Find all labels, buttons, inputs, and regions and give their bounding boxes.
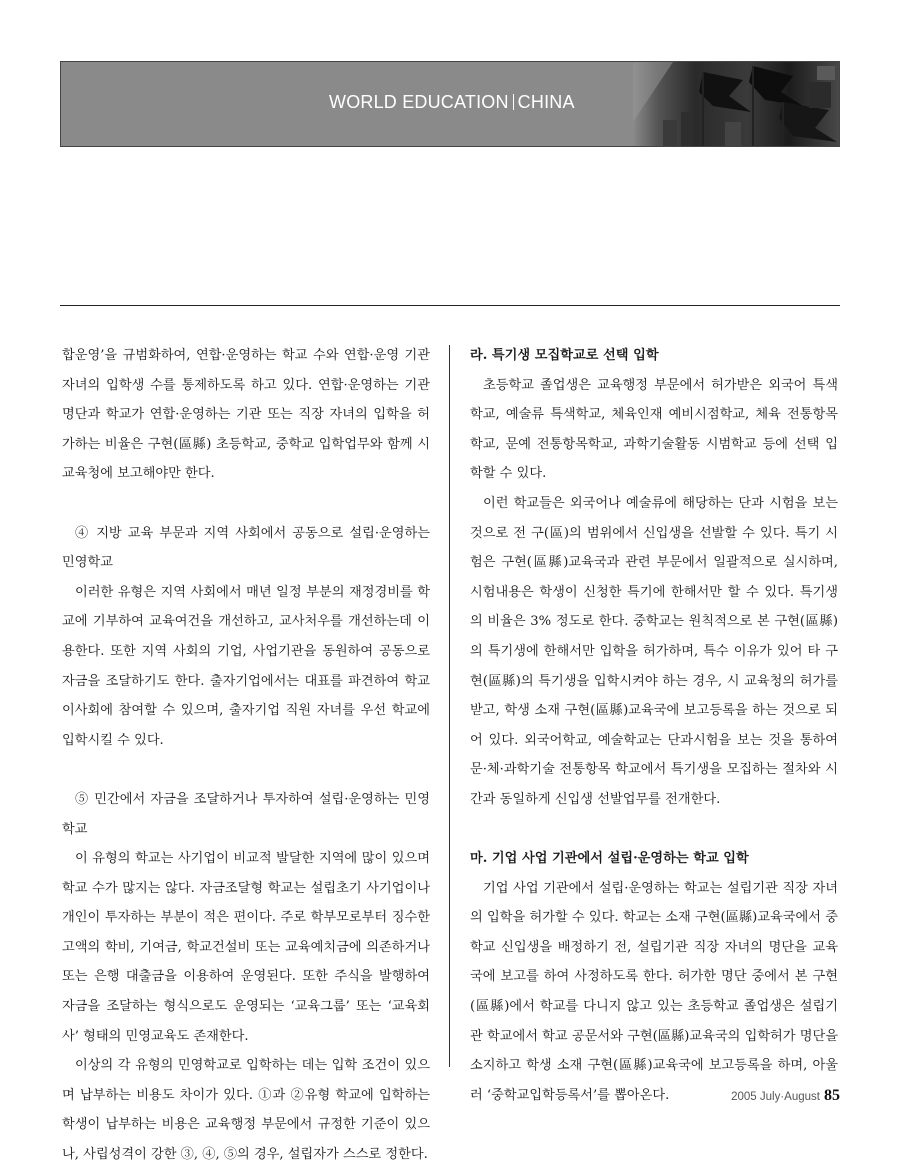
header-photo [633, 62, 840, 147]
section-title [329, 92, 575, 113]
title-separator [513, 94, 514, 110]
paragraph-ra-2: 이런 학교들은 외국어나 예술류에 해당하는 단과 시험을 보는 것으로 전 구(區)의 범위에서 신입생을 선발할 수 있다. 특기 시험은 구현(區縣)교육국과 관련 부문에서 일괄적으로 실시하며, 시험내용은 학생이 신청한 특기에 한해서만 할 수 있다. 특기생의 비율은 3% 정도로 한다. 중학교는 원칙적으로 본 구현(區縣)의 특기생에 한해서만 입학을 허가하며, 특수 이유가 있어 타 구현(區縣)의 특기생을 입학시켜야 하는 경우, 시 교육청의 허가를 받고, 학생 소재 구현(區縣)교육국에 보고등록을 하는 것으로 되어 있다. 외국어학교, 예술학교는 단과시험을 보는 것을 통하여 문·체·과학기술 전통항목 학교에서 특기생을 모집하는 절차와 시간과 동일하게 신입생 선발업무를 전개한다. [470, 495, 838, 807]
issue-date: 2005 July·August [731, 1091, 820, 1103]
page-footer [731, 1087, 840, 1105]
heading-ma: 마. 기업 사업 기관에서 설립·운영하는 학교 입학 [470, 851, 749, 867]
page-number: 85 [824, 1087, 840, 1104]
paragraph-ra-1: 초등학교 졸업생은 교육행정 부문에서 허가받은 외국어 특색학교, 예술류 특색학교, 체육인재 예비시점학교, 체육 전통항목학교, 문예 전통항목학교, 과학기술활동 시범학교 등에 선택 입학할 수 있다. [470, 377, 838, 482]
heading-ra: 라. 특기생 모집학교로 선택 입학 [470, 348, 659, 363]
paragraph-ma: 기업 사업 기관에서 설립·운영하는 학교는 설립기관 직장 자녀의 입학을 허가할 수 있다. 학교는 소재 구현(區縣)교육국에서 중학교 신입생을 배정하기 전, 설립기관 직장 자녀의 명단을 교육국에 보고를 하여 사정하도록 한다. 허가한 명단 중에서 본 구현(區縣)에서 학교를 다니지 않고 있는 초등학교 졸업생은 설립기관 학교에서 학교 공문서와 구현(區縣)교육국의 입학허가 명단을 소지하고 학생 소재 구현(區縣)교육국에 보고등록을 하며, 아울러 ‘중학교입학등록서’를 뽑아온다. [470, 880, 838, 1103]
right-column [470, 341, 838, 1110]
paragraph-fees: 이상의 각 유형의 민영학교로 입학하는 데는 입학 조건이 있으며 납부하는 비용도 차이가 있다. ①과 ②유형 학교에 입학하는 학생이 납부하는 비용은 교육행정 부문에서 규정한 기준이 있으나, 사립성격이 강한 ③, ④, ⑤의 경우, 설립자가 스스로 정한다. [62, 1058, 430, 1163]
section-title-main: WORLD EDUCATION [329, 92, 509, 112]
section-title-country: CHINA [517, 92, 575, 112]
subheading-type-4: ④ 지방 교육 부문과 지역 사회에서 공동으로 설립·운영하는 민영학교 [62, 525, 430, 571]
header-banner [60, 61, 840, 147]
column-divider [449, 345, 450, 1067]
paragraph-type-4: 이러한 유형은 지역 사회에서 매년 일정 부분의 재정경비를 학교에 기부하여 교육여건을 개선하고, 교사처우를 개선하는데 이용한다. 또한 지역 사회의 기업, 사업기관을 동원하여 공동으로 자금을 조달하기도 한다. 출자기업에서는 대표를 파견하여 학교 이사회에 참여할 수 있으며, 출자기업 직원 자녀를 우선 학교에 입학시킬 수 있다. [62, 584, 430, 748]
subheading-type-5: ⑤ 민간에서 자금을 조달하거나 투자하여 설립·운영하는 민영학교 [62, 791, 430, 837]
horizontal-rule [60, 305, 840, 306]
left-column [62, 341, 430, 1170]
paragraph-type-5: 이 유형의 학교는 사기업이 비교적 발달한 지역에 많이 있으며 학교 수가 많지는 않다. 자금조달형 학교는 설립초기 사기업이나 개인이 투자하는 부분이 적은 편이다. 주로 학부모로부터 징수한 고액의 학비, 기여금, 학교건설비 또는 교육예치금에 의존하거나 또는 은행 대출금을 이용하여 운영된다. 또한 주식을 발행하여 자금을 조달하는 형식으로도 운영되는 ‘교육그룹’ 또는 ‘교육회사’ 형태의 민영교육도 존재한다. [62, 851, 430, 1044]
paragraph-intro: 합운영’을 규범화하여, 연합·운영하는 학교 수와 연합·운영 기관 자녀의 입학생 수를 통제하도록 하고 있다. 연합·운영하는 기관 명단과 학교가 연합·운영하는 기관 또는 직장 자녀의 입학을 허가하는 비율은 구현(區縣) 초등학교, 중학교 입학업무와 함께 시 교육청에 보고해야만 한다. [62, 348, 430, 482]
city-flags-image [633, 62, 840, 147]
